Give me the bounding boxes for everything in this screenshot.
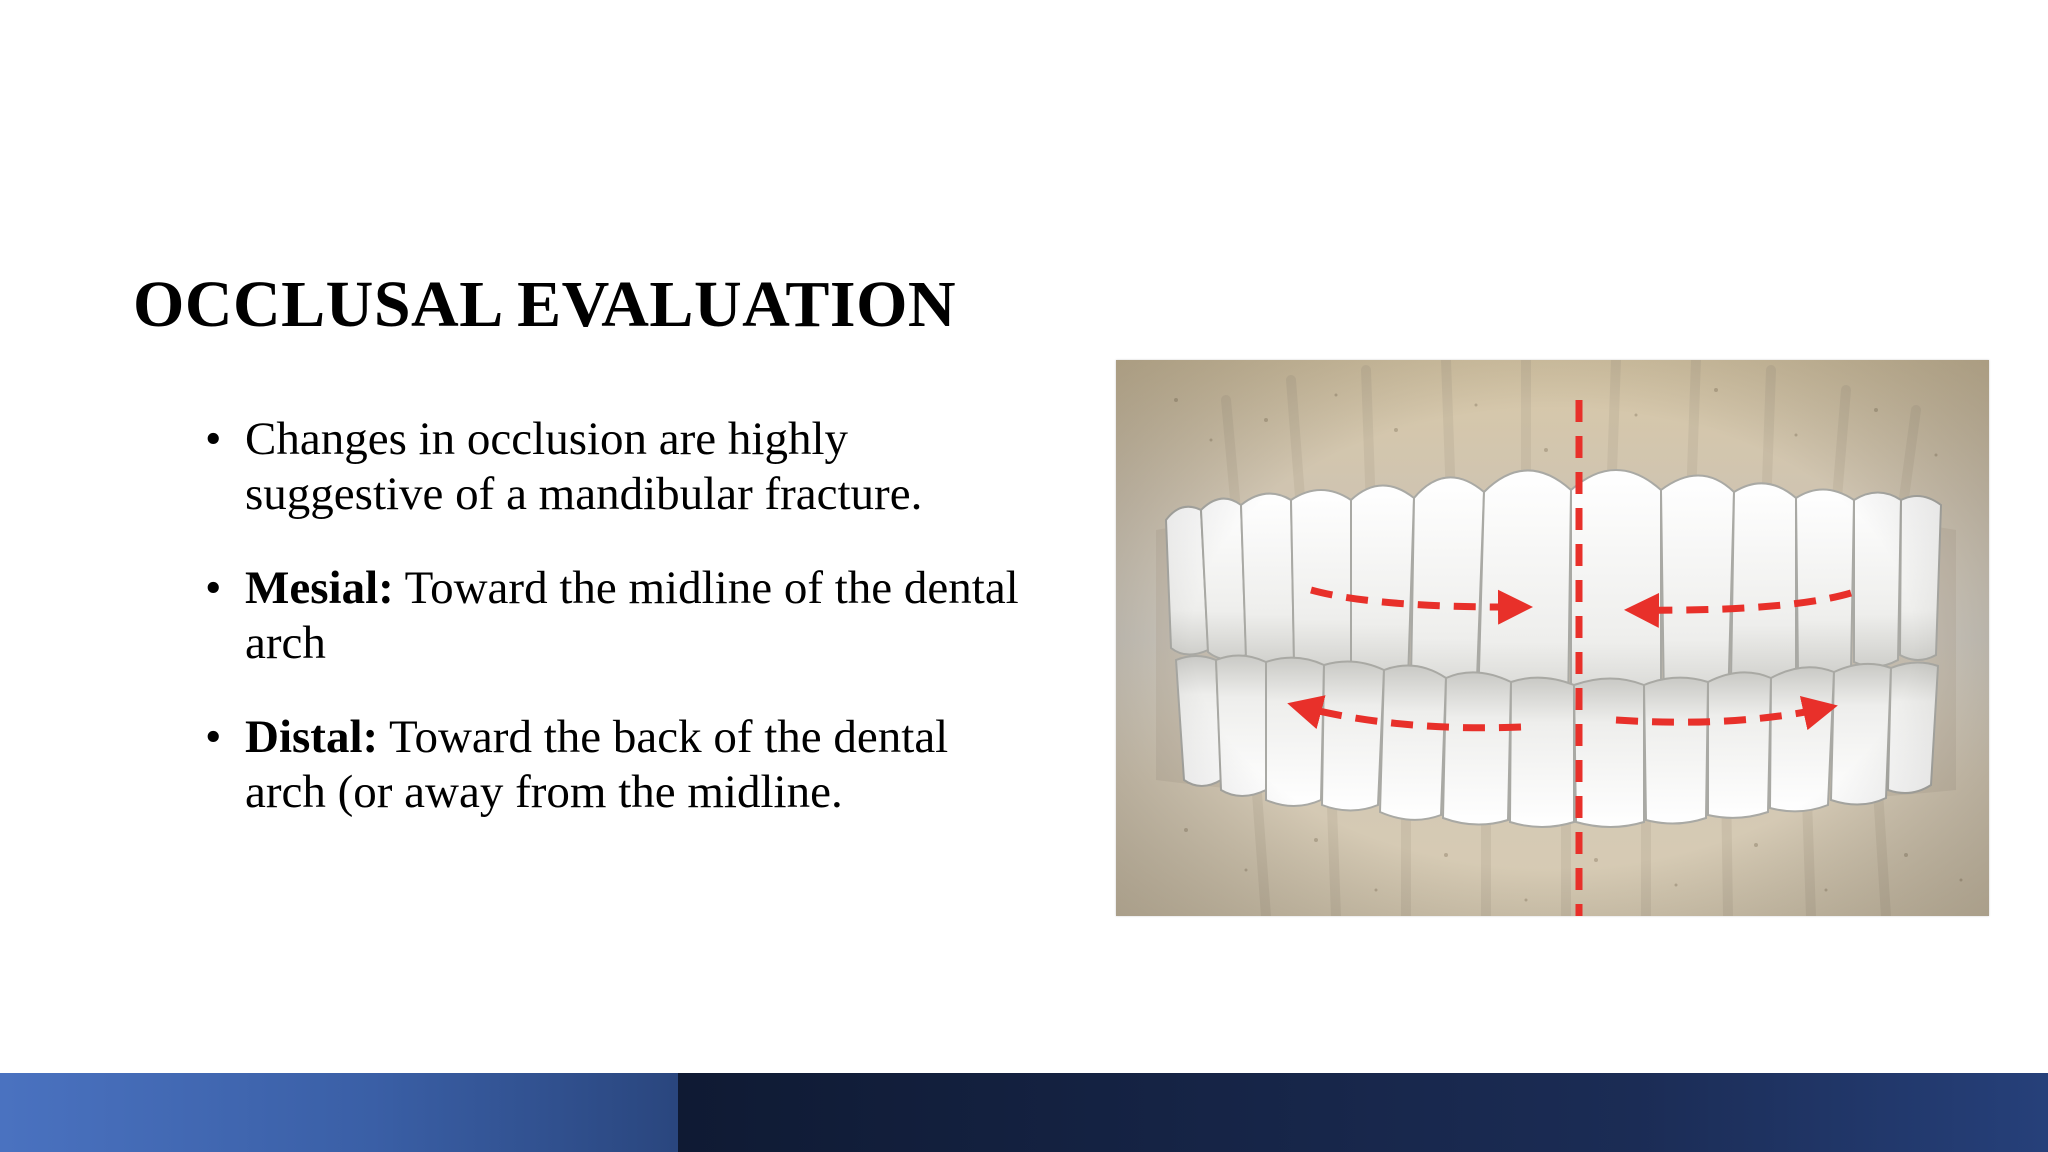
term-distal: Distal: [245, 711, 379, 763]
bullet-marker: • [205, 711, 222, 763]
dental-arch-illustration [1116, 360, 1989, 916]
bullet-marker: • [205, 562, 222, 614]
slide-title: OCCLUSAL EVALUATION [133, 268, 957, 341]
bullet-distal [205, 710, 1025, 820]
footer-band [0, 1073, 2048, 1152]
footer-accent-dark [678, 1073, 2048, 1152]
bullet-mesial [205, 561, 1025, 671]
bullet-list [205, 412, 1025, 859]
bullet-text: Changes in occlusion are highly suggestive of a mandibular fracture. [245, 413, 923, 520]
bullet-text: Toward the back of the dental arch (or away from the midline. [245, 711, 949, 818]
bullet-marker: • [205, 413, 222, 465]
bullet-text: Toward the midline of the dental arch [245, 562, 1019, 669]
term-mesial: Mesial: [245, 562, 394, 614]
dental-arch-svg [1116, 360, 1989, 916]
bullet-occlusion-changes [205, 412, 1025, 522]
footer-accent-light [0, 1073, 678, 1152]
